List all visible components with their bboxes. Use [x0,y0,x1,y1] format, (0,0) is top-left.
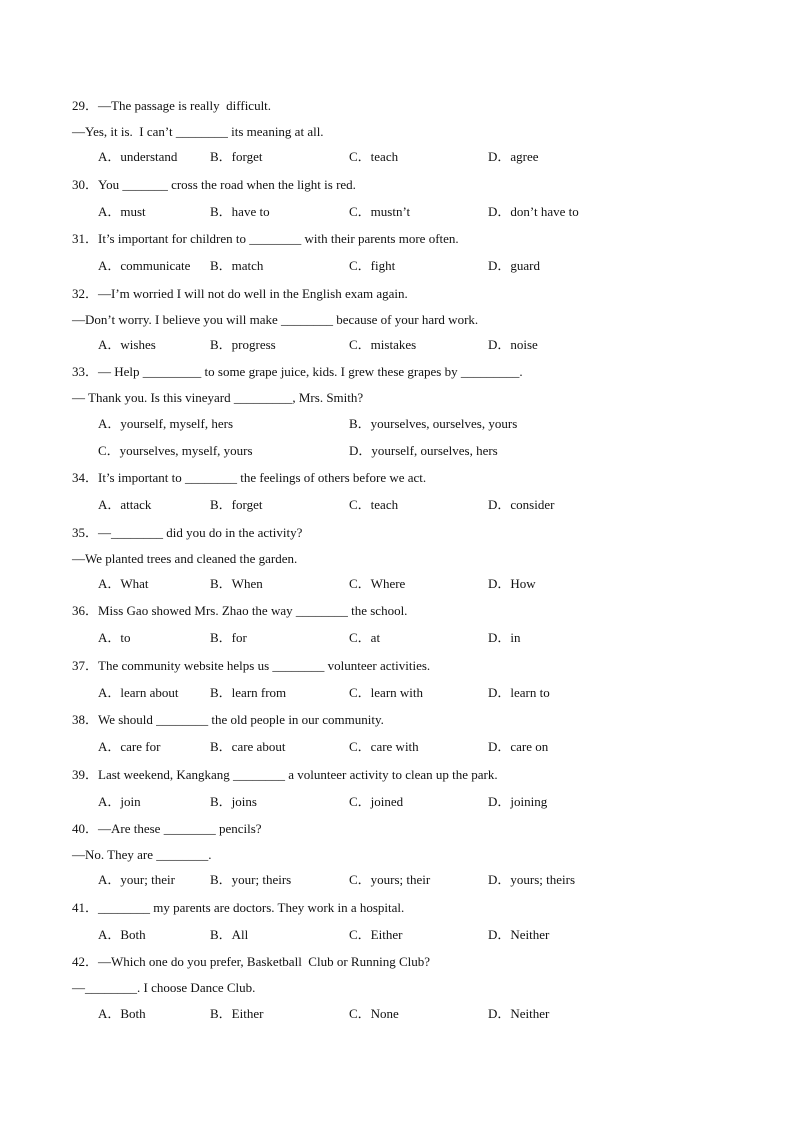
question-stem: 30．You _______ cross the road when the light is red. [72,177,356,192]
question-stem: 35．—________ did you do in the activity? [72,525,303,540]
answer-option-d[interactable]: D．Neither [488,1006,550,1021]
question-dialogue-line: —We planted trees and cleaned the garden. [72,551,298,566]
answer-option-d[interactable]: D．joining [488,794,548,809]
answer-option-b[interactable]: B．your; theirs [210,872,292,887]
answer-option-a[interactable]: A．attack [98,497,152,512]
answer-option-a[interactable]: A．to [98,630,131,645]
answer-option-c[interactable]: C．yours; their [349,872,431,887]
answer-option-c[interactable]: C．None [349,1006,399,1021]
answer-option-b[interactable]: B．for [210,630,247,645]
answer-option-c[interactable]: C．Either [349,927,403,942]
answer-option-a[interactable]: A．What [98,576,149,591]
answer-option-d[interactable]: D．noise [488,337,538,352]
answer-option-a[interactable]: A．your; their [98,872,175,887]
answer-option-d[interactable]: D．yours; theirs [488,872,576,887]
answer-option-d[interactable]: D．agree [488,149,539,164]
answer-option-c[interactable]: C．Where [349,576,406,591]
answer-option-d[interactable]: D．in [488,630,521,645]
answer-option-c[interactable]: C．teach [349,149,399,164]
question-stem: 36．Miss Gao showed Mrs. Zhao the way ________ the school. [72,603,408,618]
answer-option-d[interactable]: D．Neither [488,927,550,942]
answer-option-c[interactable]: C．learn with [349,685,424,700]
answer-option-b[interactable]: B．When [210,576,263,591]
answer-option-d[interactable]: D．guard [488,258,540,273]
question-stem: 37．The community website helps us ________ volunteer activities. [72,658,431,673]
answer-option-b[interactable]: B．forget [210,149,263,164]
answer-option-a[interactable]: A．care for [98,739,161,754]
answer-option-c[interactable]: C．at [349,630,381,645]
answer-option-d[interactable]: D．care on [488,739,549,754]
answer-option-b[interactable]: B．Either [210,1006,264,1021]
answer-option-a[interactable]: A．yourself, myself, hers [98,416,234,431]
answer-option-c[interactable]: C．teach [349,497,399,512]
answer-option-a[interactable]: A．join [98,794,141,809]
answer-option-c[interactable]: C．yourselves, myself, yours [98,443,253,458]
answer-option-c[interactable]: C．mistakes [349,337,417,352]
answer-option-b[interactable]: B．learn from [210,685,287,700]
answer-option-d[interactable]: D．yourself, ourselves, hers [349,443,498,458]
answer-option-c[interactable]: C．joined [349,794,404,809]
question-dialogue-line: —Don’t worry. I believe you will make ________ because of your hard work. [72,312,479,327]
answer-option-a[interactable]: A．communicate [98,258,191,273]
question-stem: 40．—Are these ________ pencils? [72,821,262,836]
question-stem: 32．—I’m worried I will not do well in the English exam again. [72,286,408,301]
answer-option-d[interactable]: D．learn to [488,685,550,700]
answer-option-b[interactable]: B．forget [210,497,263,512]
question-dialogue-line: —________. I choose Dance Club. [72,980,256,995]
answer-option-d[interactable]: D．consider [488,497,555,512]
answer-option-b[interactable]: B．care about [210,739,286,754]
answer-option-d[interactable]: D．don’t have to [488,204,579,219]
answer-option-b[interactable]: B．All [210,927,249,942]
answer-option-b[interactable]: B．match [210,258,264,273]
answer-option-c[interactable]: C．fight [349,258,396,273]
question-stem: 31．It’s important for children to ________ with their parents more often. [72,231,459,246]
answer-option-b[interactable]: B．yourselves, ourselves, yours [349,416,518,431]
answer-option-c[interactable]: C．care with [349,739,419,754]
answer-option-b[interactable]: B．joins [210,794,257,809]
question-dialogue-line: — Thank you. Is this vineyard _________, Mrs. Smith? [72,390,364,405]
answer-option-a[interactable]: A．learn about [98,685,179,700]
question-stem: 42．—Which one do you prefer, Basketball Club or Running Club? [72,954,431,969]
answer-option-a[interactable]: A．Both [98,927,146,942]
answer-option-b[interactable]: B．progress [210,337,276,352]
question-stem: 29．—The passage is really difficult. [72,98,272,113]
question-stem: 41．________ my parents are doctors. They work in a hospital. [72,900,405,915]
answer-option-a[interactable]: A．Both [98,1006,146,1021]
question-stem: 39．Last weekend, Kangkang ________ a volunteer activity to clean up the park. [72,767,498,782]
answer-option-b[interactable]: B．have to [210,204,270,219]
answer-option-d[interactable]: D．How [488,576,536,591]
answer-option-a[interactable]: A．wishes [98,337,156,352]
question-stem: 38．We should ________ the old people in our community. [72,712,384,727]
question-stem: 33．— Help _________ to some grape juice, kids. I grew these grapes by _________. [72,364,523,379]
question-dialogue-line: —No. They are ________. [72,847,212,862]
answer-option-c[interactable]: C．mustn’t [349,204,411,219]
answer-option-a[interactable]: A．must [98,204,146,219]
question-dialogue-line: —Yes, it is. I can’t ________ its meaning at all. [72,124,324,139]
question-stem: 34．It’s important to ________ the feelings of others before we act. [72,470,427,485]
answer-option-a[interactable]: A．understand [98,149,178,164]
